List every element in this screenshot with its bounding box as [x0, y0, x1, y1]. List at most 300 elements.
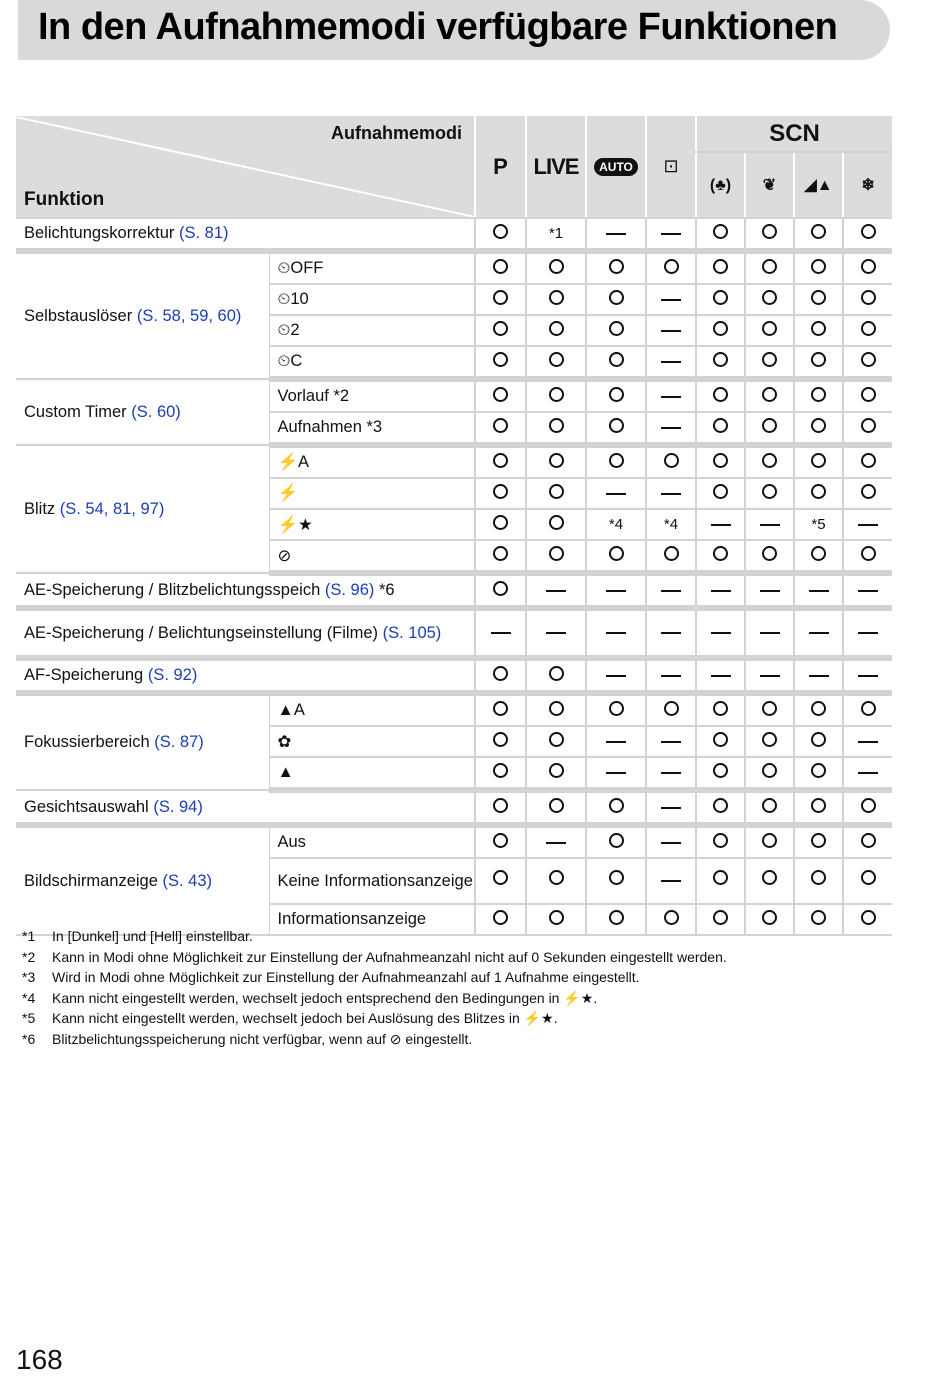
page-reference-link[interactable]: (S. 105)	[382, 624, 442, 642]
circle-icon	[493, 732, 508, 747]
footnote	[22, 967, 727, 988]
table-corner	[16, 116, 475, 218]
circle-icon	[493, 763, 508, 778]
circle-icon	[762, 453, 777, 468]
available-mark	[586, 346, 646, 379]
mode-p: P	[475, 116, 526, 218]
unavailable-mark	[586, 757, 646, 790]
sub-setting-label: Aus	[269, 825, 475, 858]
table-row	[16, 445, 892, 478]
page-reference-link[interactable]: (S. 81)	[179, 224, 229, 242]
unavailable-mark	[696, 573, 745, 608]
circle-icon	[493, 701, 508, 716]
dash-icon	[760, 675, 780, 677]
page-reference-link[interactable]: (S. 94)	[153, 798, 203, 816]
available-mark	[696, 693, 745, 726]
footnotes	[22, 926, 727, 1049]
available-mark	[745, 315, 794, 346]
circle-icon	[493, 833, 508, 848]
available-mark	[794, 478, 843, 509]
flash-off-icon: ⊘	[269, 540, 475, 573]
footnote-text: Kann nicht eingestellt werden, wechselt jedoch entsprechend den Bedingungen in ⚡★.	[52, 989, 598, 1006]
function-name: Blitz	[24, 499, 56, 518]
available-mark	[745, 693, 794, 726]
function-label-cell	[16, 445, 269, 573]
available-mark	[475, 284, 526, 315]
unavailable-mark	[843, 509, 892, 540]
footnote-text: In [Dunkel] und [Hell] einstellbar.	[52, 928, 253, 944]
circle-icon	[664, 546, 679, 561]
unavailable-mark	[646, 284, 696, 315]
unavailable-mark	[696, 509, 745, 540]
available-mark	[475, 509, 526, 540]
circle-icon	[609, 387, 624, 402]
circle-icon	[549, 701, 564, 716]
circle-icon	[861, 418, 876, 433]
available-mark	[696, 284, 745, 315]
available-mark	[843, 904, 892, 935]
circle-icon	[493, 870, 508, 885]
available-mark	[745, 379, 794, 412]
dash-icon	[606, 590, 626, 592]
available-mark	[794, 412, 843, 445]
circle-icon	[493, 453, 508, 468]
circle-icon	[549, 259, 564, 274]
dash-icon	[606, 772, 626, 774]
available-mark	[646, 540, 696, 573]
snow-icon: ❄	[843, 152, 892, 218]
unavailable-mark	[696, 658, 745, 693]
circle-icon	[713, 732, 728, 747]
available-mark	[745, 284, 794, 315]
dash-icon	[858, 741, 878, 743]
dash-icon	[711, 632, 731, 634]
unavailable-mark	[843, 573, 892, 608]
available-mark	[586, 315, 646, 346]
unavailable-mark	[794, 608, 843, 658]
available-mark	[696, 251, 745, 284]
unavailable-mark	[646, 858, 696, 904]
circle-icon	[811, 321, 826, 336]
available-mark	[696, 858, 745, 904]
table-row	[16, 608, 892, 658]
available-mark	[794, 251, 843, 284]
available-mark	[526, 315, 586, 346]
circle-icon	[811, 259, 826, 274]
circle-icon	[609, 290, 624, 305]
circle-icon	[861, 290, 876, 305]
footnote-mark: *6	[378, 581, 395, 599]
dash-icon	[546, 632, 566, 634]
dash-icon	[661, 880, 681, 882]
circle-icon	[493, 418, 508, 433]
footnote-mark: *6	[22, 1030, 36, 1047]
available-mark	[843, 346, 892, 379]
available-mark	[696, 825, 745, 858]
circle-icon	[493, 798, 508, 813]
available-mark	[696, 478, 745, 509]
available-mark	[475, 757, 526, 790]
function-name: AE-Speicherung / Belichtungseinstellung (Filme)	[24, 624, 379, 642]
available-mark	[475, 315, 526, 346]
dash-icon	[491, 632, 511, 634]
self-timer-2s-icon: ⏲2	[269, 315, 475, 346]
circle-icon	[861, 546, 876, 561]
available-mark	[745, 251, 794, 284]
circle-icon	[861, 833, 876, 848]
circle-icon	[762, 798, 777, 813]
dash-icon	[661, 233, 681, 235]
unavailable-mark	[646, 412, 696, 445]
available-mark	[475, 825, 526, 858]
dash-icon	[606, 741, 626, 743]
unavailable-mark	[526, 825, 586, 858]
page-reference-link[interactable]: (S. 96)	[324, 581, 375, 599]
dash-icon	[661, 772, 681, 774]
available-mark	[745, 478, 794, 509]
circle-icon	[493, 290, 508, 305]
flash-auto-icon: ⚡A	[269, 445, 475, 478]
unavailable-mark	[794, 573, 843, 608]
available-mark	[475, 379, 526, 412]
available-mark	[586, 412, 646, 445]
available-mark	[794, 693, 843, 726]
available-mark	[745, 790, 794, 825]
circle-icon	[609, 910, 624, 925]
circle-icon	[811, 910, 826, 925]
sub-setting-label: Informationsanzeige	[269, 904, 475, 935]
circle-icon	[861, 484, 876, 499]
unavailable-mark	[646, 573, 696, 608]
circle-icon	[549, 910, 564, 925]
available-mark	[794, 540, 843, 573]
circle-icon	[549, 321, 564, 336]
available-mark	[586, 445, 646, 478]
page-number: 168	[16, 1344, 63, 1375]
dash-icon	[661, 427, 681, 429]
available-mark	[843, 218, 892, 251]
function-table	[16, 116, 892, 936]
circle-icon	[811, 352, 826, 367]
circle-icon	[762, 224, 777, 239]
circle-icon	[713, 259, 728, 274]
page-reference-link[interactable]: (S. 87)	[154, 733, 204, 751]
circle-icon	[664, 701, 679, 716]
footnote-value: *1	[526, 218, 586, 251]
circle-icon	[713, 763, 728, 778]
circle-icon	[549, 352, 564, 367]
circle-icon	[549, 546, 564, 561]
circle-icon	[811, 701, 826, 716]
page-reference-link[interactable]: (S. 58, 59, 60)	[136, 306, 242, 325]
available-mark	[475, 445, 526, 478]
circle-icon	[762, 546, 777, 561]
available-mark	[843, 315, 892, 346]
unavailable-mark	[646, 757, 696, 790]
sub-setting-label: Vorlauf *2	[269, 379, 475, 412]
function-label-cell	[16, 379, 269, 445]
page-reference-link[interactable]: (S. 60)	[131, 402, 181, 421]
footnote	[22, 947, 727, 968]
dash-icon	[809, 675, 829, 677]
circle-icon	[713, 290, 728, 305]
circle-icon	[762, 418, 777, 433]
circle-icon	[713, 701, 728, 716]
available-mark	[475, 726, 526, 757]
available-mark	[745, 757, 794, 790]
circle-icon	[762, 833, 777, 848]
self-timer-off-icon: ⏲OFF	[269, 251, 475, 284]
dash-icon	[661, 361, 681, 363]
circle-icon	[713, 910, 728, 925]
circle-icon	[549, 290, 564, 305]
dash-icon	[760, 632, 780, 634]
dash-icon	[606, 233, 626, 235]
circle-icon	[713, 870, 728, 885]
available-mark	[745, 412, 794, 445]
circle-icon	[811, 798, 826, 813]
circle-icon	[549, 666, 564, 681]
function-name: AE-Speicherung / Blitzbelichtungsspeich	[24, 581, 321, 599]
available-mark	[475, 858, 526, 904]
dash-icon	[858, 524, 878, 526]
dash-icon	[546, 842, 566, 844]
dash-icon	[661, 842, 681, 844]
table-row	[16, 693, 892, 726]
circle-icon	[811, 418, 826, 433]
circle-icon	[713, 484, 728, 499]
dash-icon	[606, 632, 626, 634]
available-mark	[526, 478, 586, 509]
circle-icon	[609, 321, 624, 336]
mode-live: LIVE	[526, 116, 586, 218]
circle-icon	[609, 259, 624, 274]
unavailable-mark	[696, 608, 745, 658]
available-mark	[794, 757, 843, 790]
dash-icon	[711, 675, 731, 677]
function-label-cell	[16, 608, 475, 658]
table-row	[16, 825, 892, 858]
available-mark	[475, 412, 526, 445]
table-row	[16, 573, 892, 608]
available-mark	[745, 218, 794, 251]
unavailable-mark	[646, 346, 696, 379]
circle-icon	[811, 763, 826, 778]
unavailable-mark	[586, 218, 646, 251]
dash-icon	[809, 632, 829, 634]
dash-icon	[606, 493, 626, 495]
available-mark	[586, 858, 646, 904]
function-label-cell	[16, 218, 475, 251]
function-label-cell	[16, 658, 475, 693]
available-mark	[794, 445, 843, 478]
available-mark	[526, 379, 586, 412]
circle-icon	[713, 798, 728, 813]
available-mark	[794, 346, 843, 379]
circle-icon	[549, 870, 564, 885]
circle-icon	[493, 259, 508, 274]
unavailable-mark	[646, 608, 696, 658]
circle-icon	[762, 290, 777, 305]
circle-icon	[493, 352, 508, 367]
footnote	[22, 926, 727, 947]
circle-icon	[811, 453, 826, 468]
unavailable-mark	[843, 658, 892, 693]
sub-setting-label: Keine Informationsanzeige	[269, 858, 475, 904]
page-reference-link[interactable]: (S. 54, 81, 97)	[59, 499, 165, 518]
circle-icon	[861, 321, 876, 336]
circle-icon	[762, 321, 777, 336]
page-reference-link[interactable]: (S. 43)	[162, 871, 213, 890]
unavailable-mark	[646, 790, 696, 825]
unavailable-mark	[745, 608, 794, 658]
circle-icon	[762, 701, 777, 716]
available-mark	[843, 251, 892, 284]
dash-icon	[661, 590, 681, 592]
available-mark	[745, 858, 794, 904]
portrait-icon: (♣)	[696, 152, 745, 218]
available-mark	[745, 825, 794, 858]
table-row	[16, 379, 892, 412]
available-mark	[843, 693, 892, 726]
circle-icon	[811, 870, 826, 885]
circle-icon	[762, 732, 777, 747]
function-name: Custom Timer	[24, 402, 127, 421]
footnote	[22, 1029, 727, 1050]
circle-icon	[549, 484, 564, 499]
circle-icon	[811, 732, 826, 747]
circle-icon	[762, 259, 777, 274]
table-row	[16, 790, 892, 825]
available-mark	[586, 251, 646, 284]
unavailable-mark	[745, 658, 794, 693]
circle-icon	[549, 515, 564, 530]
available-mark	[526, 540, 586, 573]
available-mark	[475, 658, 526, 693]
function-name: AF-Speicherung	[24, 666, 144, 684]
available-mark	[696, 540, 745, 573]
function-label-cell	[16, 825, 269, 935]
available-mark	[646, 251, 696, 284]
footnote-text: Blitzbelichtungsspeicherung nicht verfügbar, wenn auf ⊘ eingestellt.	[52, 1030, 473, 1047]
unavailable-mark	[526, 573, 586, 608]
footnote	[22, 1008, 727, 1029]
available-mark	[526, 790, 586, 825]
dash-icon	[661, 493, 681, 495]
circle-icon	[609, 352, 624, 367]
available-mark	[526, 726, 586, 757]
footnote	[22, 988, 727, 1009]
available-mark	[843, 445, 892, 478]
circle-icon	[664, 453, 679, 468]
circle-icon	[861, 224, 876, 239]
available-mark	[526, 346, 586, 379]
available-mark	[843, 858, 892, 904]
available-mark	[696, 790, 745, 825]
available-mark	[745, 726, 794, 757]
footnote-mark: *3	[22, 969, 36, 985]
unavailable-mark	[475, 608, 526, 658]
available-mark	[843, 379, 892, 412]
circle-icon	[609, 418, 624, 433]
flash-on-icon: ⚡	[269, 478, 475, 509]
unavailable-mark	[646, 825, 696, 858]
unavailable-mark	[526, 608, 586, 658]
circle-icon	[664, 259, 679, 274]
available-mark	[745, 346, 794, 379]
circle-icon	[762, 763, 777, 778]
available-mark	[526, 445, 586, 478]
available-mark	[526, 858, 586, 904]
available-mark	[475, 478, 526, 509]
dash-icon	[858, 675, 878, 677]
page-title: In den Aufnahmemodi verfügbare Funktionen	[38, 6, 838, 48]
available-mark	[475, 790, 526, 825]
available-mark	[526, 509, 586, 540]
circle-icon	[493, 666, 508, 681]
circle-icon	[549, 387, 564, 402]
dash-icon	[858, 772, 878, 774]
available-mark	[843, 790, 892, 825]
landscape-icon: ◢▲	[794, 152, 843, 218]
circle-icon	[493, 387, 508, 402]
footnote-text: Kann nicht eingestellt werden, wechselt jedoch bei Auslösung des Blitzes in ⚡★.	[52, 1010, 558, 1026]
circle-icon	[493, 224, 508, 239]
available-mark	[794, 218, 843, 251]
page-reference-link[interactable]: (S. 92)	[147, 666, 198, 684]
self-timer-custom-icon: ⏲C	[269, 346, 475, 379]
footnote-value: *4	[586, 509, 646, 540]
table-row	[16, 658, 892, 693]
circle-icon	[713, 224, 728, 239]
dash-icon	[661, 675, 681, 677]
circle-icon	[811, 224, 826, 239]
available-mark	[696, 726, 745, 757]
sub-setting-label: Aufnahmen *3	[269, 412, 475, 445]
circle-icon	[609, 833, 624, 848]
dash-icon	[661, 741, 681, 743]
available-mark	[475, 346, 526, 379]
function-name: Belichtungskorrektur	[24, 224, 175, 242]
footnote-value: *4	[646, 509, 696, 540]
dash-icon	[858, 590, 878, 592]
circle-icon	[549, 763, 564, 778]
unavailable-mark	[646, 218, 696, 251]
available-mark	[843, 825, 892, 858]
available-mark	[526, 757, 586, 790]
available-mark	[586, 284, 646, 315]
function-name: Fokussierbereich	[24, 733, 150, 751]
footnote-text: Wird in Modi ohne Möglichkeit zur Einstellung der Aufnahmeanzahl auf 1 Aufnahme eingestellt.	[52, 969, 640, 985]
footnote-text: Kann in Modi ohne Möglichkeit zur Einstellung der Aufnahmeanzahl nicht auf 0 Sekunden eingestellt werden.	[52, 948, 727, 965]
footnote-mark: *2	[22, 948, 36, 965]
circle-icon	[664, 910, 679, 925]
dash-icon	[661, 330, 681, 332]
circle-icon	[549, 453, 564, 468]
unavailable-mark	[843, 757, 892, 790]
circle-icon	[811, 546, 826, 561]
circle-icon	[493, 484, 508, 499]
unavailable-mark	[586, 478, 646, 509]
circle-icon	[861, 387, 876, 402]
circle-icon	[762, 870, 777, 885]
circle-icon	[549, 418, 564, 433]
function-label-cell	[16, 790, 475, 825]
function-label-cell	[16, 251, 269, 379]
unavailable-mark	[586, 726, 646, 757]
available-mark	[586, 790, 646, 825]
circle-icon	[811, 387, 826, 402]
